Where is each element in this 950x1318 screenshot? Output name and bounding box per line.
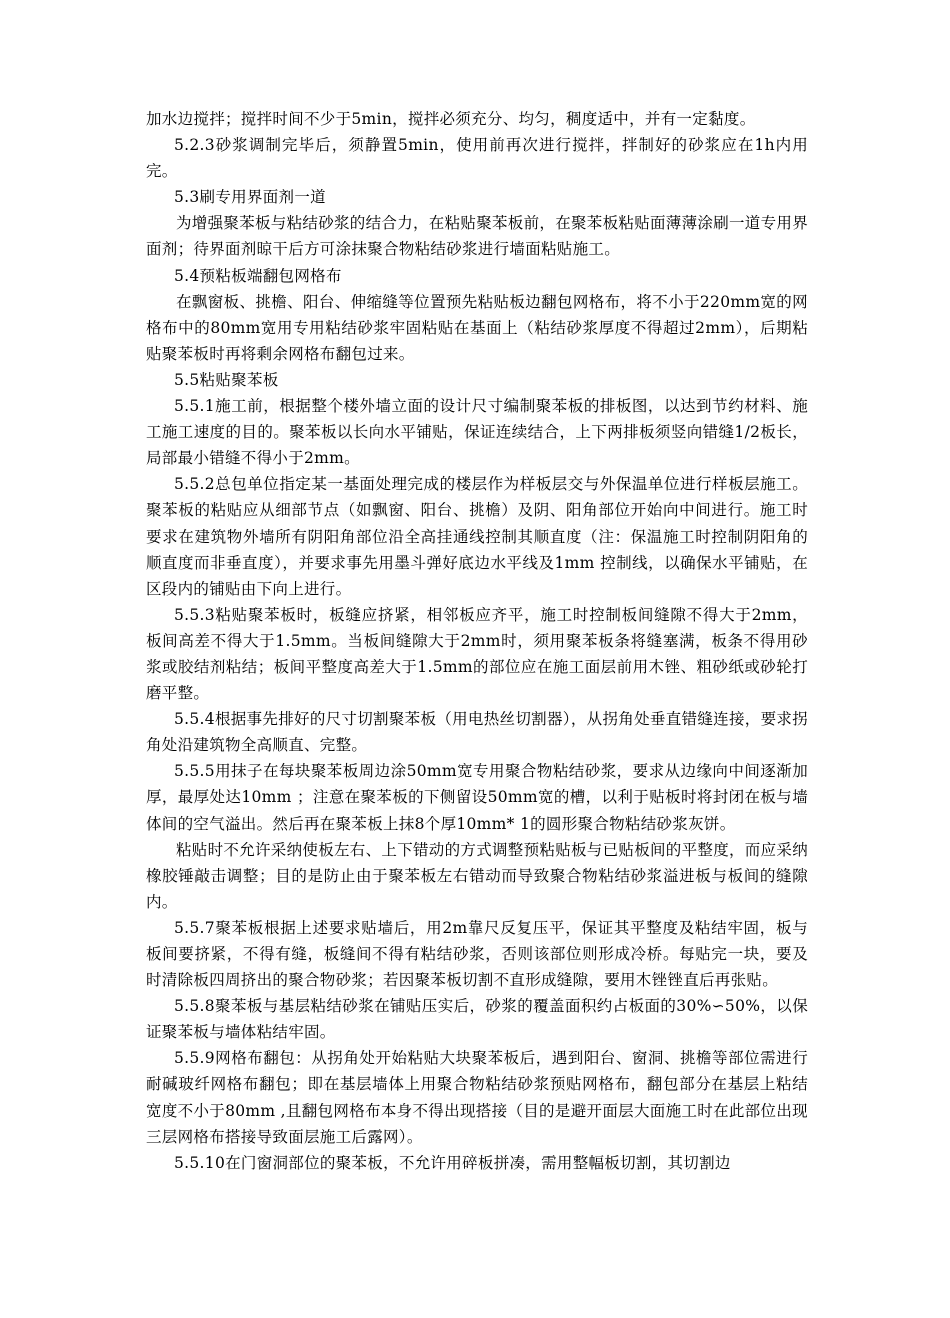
paragraph-5-5-7: 5.5.7聚苯板根据上述要求贴墙后，用2m靠尺反复压平，保证其平整度及粘结牢固，板与板间要挤紧，不得有缝，板缝间不得有粘结砂浆，否则该部位则形成冷桥。每贴完一块，要及时清除板四周挤出的聚合物砂浆；若因聚苯板切割不直形成缝隙，要用木锉锉直后再张贴。 bbox=[146, 918, 808, 990]
paragraph-5-2-3: 5.2.3砂浆调制完毕后，须静置5min，使用前再次进行搅拌，拌制好的砂浆应在1h内用完。 bbox=[146, 136, 808, 181]
paragraph-5-5-2: 5.5.2总包单位指定某一基面处理完成的楼层作为样板层交与外保温单位进行样板层施工。聚苯板的粘贴应从细部节点（如飘窗、阳台、挑檐）及阴、阳角部位开始向中间进行。施工时要求在建筑物外墙所有阴阳角部位沿全高挂通线控制其顺直度（注：保温施工时控制阴阳角的顺直度而非垂直度），并要求事先用墨斗弹好底边水平线及1mm 控制线，以确保水平铺贴，在区段内的铺贴由下向上进行。 bbox=[146, 475, 808, 598]
paragraph-5-5-10: 5.5.10在门窗洞部位的聚苯板，不允许用碎板拼凑，需用整幅板切割，其切割边 bbox=[174, 1153, 731, 1172]
heading-5-3: 5.3刷专用界面剂一道 bbox=[174, 188, 326, 207]
paragraph-5-5-5: 5.5.5用抹子在每块聚苯板周边涂50mm宽专用聚合物粘结砂浆，要求从边缘向中间逐渐加厚，最厚处达10mm ；注意在聚苯板的下侧留设50mm宽的槽，以利于贴板时将封闭在板与墙体间的空气溢出。然后再在聚苯板上抹8个厚10mm* 1的圆形聚合物粘结砂浆灰饼。 bbox=[146, 762, 808, 833]
heading-5-4: 5.4预粘板端翻包网格布 bbox=[174, 266, 342, 285]
paragraph-5-5-8: 5.5.8聚苯板与基层粘结砂浆在铺贴压实后，砂浆的覆盖面积约占板面的30%∽50%，以保证聚苯板与墙体粘结牢固。 bbox=[146, 997, 808, 1042]
paragraph-5-5-1: 5.5.1施工前，根据整个楼外墙立面的设计尺寸编制聚苯板的排板图，以达到节约材料、施工施工速度的目的。聚苯板以长向水平铺贴，保证连续结合，上下两排板须竖向错缝1/2板长，局部最小错缝不得小于2mm。 bbox=[146, 397, 808, 468]
heading-5-5: 5.5粘贴聚苯板 bbox=[174, 370, 279, 389]
paragraph-interface-agent: 为增强聚苯板与粘结砂浆的结合力，在粘贴聚苯板前，在聚苯板粘贴面薄薄涂刷一道专用界面剂；待界面剂晾干后方可涂抹聚合物粘结砂浆进行墙面粘贴施工。 bbox=[146, 214, 809, 259]
paragraph-5-5-4: 5.5.4根据事先排好的尺寸切割聚苯板（用电热丝切割器），从拐角处垂直错缝连接，要求拐角处沿建筑物全高顺直、完整。 bbox=[146, 710, 808, 755]
document-body bbox=[146, 106, 808, 1176]
paragraph-stirring-continued: 加水边搅拌；搅拌时间不少于5min，搅拌必须充分、均匀，稠度适中，并有一定黏度。 bbox=[146, 110, 756, 128]
paragraph-5-5-9: 5.5.9网格布翻包：从拐角处开始粘贴大块聚苯板后，遇到阳台、窗洞、挑檐等部位需进行耐碱玻纤网格布翻包；即在基层墙体上用聚合物粘结砂浆预贴网格布，翻包部分在基层上粘结宽度不小于80mm ,且翻包网格布本身不得出现搭接（目的是避开面层大面施工时在此部位出现三层网格布搭接导致面层施工后露网）。 bbox=[146, 1049, 808, 1146]
paragraph-mesh-wrap: 在飘窗板、挑檐、阳台、伸缩缝等位置预先粘贴板边翻包网格布，将不小于220mm宽的网格布中的80mm宽用专用粘结砂浆牢固粘贴在基面上（粘结砂浆厚度不得超过2mm），后期粘贴聚苯板时再将剩余网格布翻包过来。 bbox=[146, 292, 808, 363]
paragraph-5-5-3: 5.5.3粘贴聚苯板时，板缝应挤紧，相邻板应齐平，施工时控制板间缝隙不得大于2mm，板间高差不得大于1.5mm。当板间缝隙大于2mm时，须用聚苯板条将缝塞满，板条不得用砂浆或胶结剂粘结；板间平整度高差大于1.5mm的部位应在施工面层前用木锉、粗砂纸或砂轮打磨平整。 bbox=[146, 605, 808, 703]
paragraph-adjustment: 粘贴时不允许采纳使板左右、上下错动的方式调整预粘贴板与已贴板间的平整度，而应采纳橡胶锤敲击调整；目的是防止由于聚苯板左右错动而导致聚合物粘结砂浆溢进板与板间的缝隙内。 bbox=[146, 840, 809, 911]
